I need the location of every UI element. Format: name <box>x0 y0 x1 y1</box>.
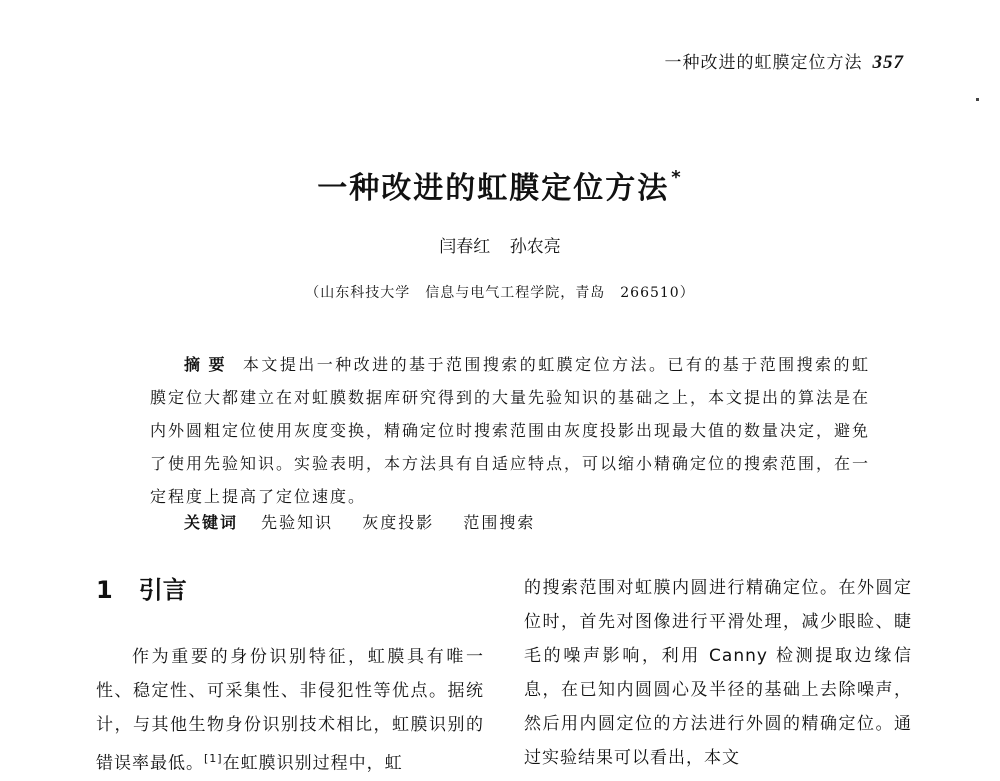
author-name: 孙农亮 <box>509 237 561 257</box>
citation-ref: [1] <box>204 752 223 765</box>
abstract <box>150 348 870 513</box>
left-column-text <box>96 640 484 781</box>
running-head-title: 一种改进的虹膜定位方法 <box>664 53 863 73</box>
keywords-label: 关键词 <box>184 513 239 532</box>
author-name: 闫春红 <box>439 237 491 257</box>
paper-title <box>0 163 1000 207</box>
title-text: 一种改进的虹膜定位方法 <box>317 171 670 206</box>
section-title: 引言 <box>138 576 187 604</box>
keywords <box>184 510 557 533</box>
scan-speck <box>976 98 979 101</box>
keyword: 先验知识 <box>261 513 334 532</box>
abstract-label: 摘要 <box>184 355 233 374</box>
keyword: 灰度投影 <box>362 513 435 532</box>
running-head <box>665 48 905 74</box>
page-number: 357 <box>872 52 904 73</box>
section-number: 1 <box>96 576 113 604</box>
title-footnote-mark: * <box>671 167 683 188</box>
right-column-text: 的搜索范围对虹膜内圆进行精确定位。在外圆定位时，首先对图像进行平滑处理，减少眼睑、睫毛的噪声影响，利用 Canny 检测提取边缘信息，在已知内圆圆心及半径的基础上去除噪声，然后用内圆定位的方法进行外圆的精确定位。通过实验结果可以看出，本文 <box>524 578 912 768</box>
abstract-text: 本文提出一种改进的基于范围搜索的虹膜定位方法。已有的基于范围搜索的虹膜定位大都建立在对虹膜数据库研究得到的大量先验知识的基础之上，本文提出的算法是在内外圆粗定位使用灰度变换，精确定位时搜索范围由灰度投影出现最大值的数量决定，避免了使用先验知识。实验表明，本方法具有自适应特点，可以缩小精确定位的搜索范围，在一定程度上提高了定位速度。 <box>150 355 871 506</box>
left-paragraph-end: 在虹膜识别过程中，虹 <box>222 753 403 774</box>
section-heading <box>96 570 187 605</box>
author-list <box>0 232 1000 257</box>
left-paragraph-start: 作为重要的身份识别特征，虹膜具有唯一性、稳定性、可采集性、非侵犯性等优点。据统计，与其他生物身份识别技术相比，虹膜识别的错误率最低。 <box>96 647 484 774</box>
keyword: 范围搜索 <box>463 513 536 532</box>
affiliation: （山东科技大学 信息与电气工程学院，青岛 266510） <box>305 285 695 301</box>
